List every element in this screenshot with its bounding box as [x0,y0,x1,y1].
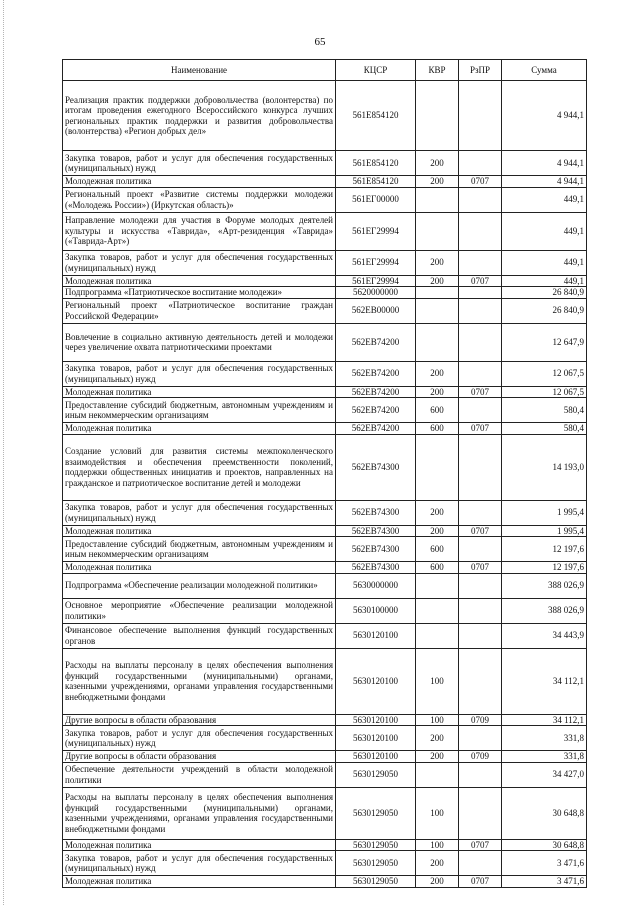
cell-sum: 26 840,9 [502,298,587,323]
table-row [63,537,587,562]
cell-name: Подпрограмма «Обеспечение реализации молодежной политики» [63,573,336,598]
cell-kvr: 200 [416,726,459,751]
cell-rzpr [459,151,502,176]
cell-sum: 449,1 [502,275,587,287]
cell-kvr [416,598,459,623]
cell-kvr: 200 [416,361,459,386]
cell-sum: 3 471,6 [502,851,587,876]
cell-kvr [416,212,459,250]
cell-name: Другие вопросы в области образования [63,714,336,726]
cell-rzpr [459,648,502,714]
cell-sum: 388 026,9 [502,598,587,623]
cell-sum: 30 648,8 [502,839,587,851]
cell-sum: 1 995,4 [502,500,587,525]
cell-kcsr: 562ЕВ74300 [336,434,416,500]
cell-kcsr: 5630129050 [336,876,416,888]
header-kcsr: КЦСР [336,60,416,81]
cell-sum: 4 944,1 [502,81,587,151]
cell-sum: 12 067,5 [502,386,587,398]
table-row [63,298,587,323]
table-row [63,250,587,275]
cell-sum: 34 112,1 [502,714,587,726]
cell-kvr: 600 [416,562,459,574]
cell-name: Молодежная политика [63,176,336,188]
cell-rzpr: 0707 [459,275,502,287]
cell-kvr: 200 [416,250,459,275]
cell-rzpr [459,787,502,839]
cell-kvr: 600 [416,537,459,562]
cell-kvr [416,287,459,299]
page-number: 65 [314,36,326,48]
cell-kvr [416,573,459,598]
cell-sum: 580,4 [502,398,587,423]
cell-rzpr [459,500,502,525]
cell-name: Молодежная политика [63,275,336,287]
cell-name: Закупка товаров, работ и услуг для обеспечения государственных (муниципальных) нужд [63,250,336,275]
cell-name: Финансовое обеспечение выполнения функций государственных органов [63,623,336,648]
cell-kcsr: 562ЕВ00000 [336,298,416,323]
cell-kvr: 200 [416,876,459,888]
cell-name: Молодежная политика [63,562,336,574]
cell-kcsr: 5630120100 [336,648,416,714]
cell-kcsr: 562ЕВ74200 [336,386,416,398]
header-sum: Сумма [502,60,587,81]
cell-name: Расходы на выплаты персоналу в целях обеспечения выполнения функций государственными (муниципальными) органами, казенными учреждениями, органами управления государственными внебюджетными фондами [63,787,336,839]
table-row [63,839,587,851]
cell-name: Молодежная политика [63,525,336,537]
table-row [63,648,587,714]
cell-name: Региональный проект «Развитие системы поддержки молодежи («Молодежь России») (Иркутская область)» [63,187,336,212]
cell-kvr: 200 [416,751,459,763]
cell-name: Подпрограмма «Патриотическое воспитание молодежи» [63,287,336,299]
cell-sum: 34 427,0 [502,762,587,787]
cell-name: Молодежная политика [63,876,336,888]
cell-rzpr [459,81,502,151]
cell-kcsr: 561ЕГ29994 [336,275,416,287]
cell-kvr: 600 [416,398,459,423]
cell-kvr [416,298,459,323]
table-row [63,562,587,574]
table-row [63,287,587,299]
table-row [63,361,587,386]
cell-name: Закупка товаров, работ и услуг для обеспечения государственных (муниципальных) нужд [63,851,336,876]
header-rzpr: РзПР [459,60,502,81]
cell-rzpr [459,361,502,386]
table-row [63,714,587,726]
cell-sum: 12 067,5 [502,361,587,386]
cell-rzpr [459,726,502,751]
cell-kcsr: 562ЕВ74300 [336,562,416,574]
cell-sum: 331,8 [502,751,587,763]
cell-sum: 449,1 [502,250,587,275]
cell-kcsr: 561ЕГ29994 [336,212,416,250]
table-header [63,60,587,81]
cell-kcsr: 562ЕВ74200 [336,423,416,435]
cell-kcsr: 562ЕВ74200 [336,323,416,361]
table-row [63,598,587,623]
cell-rzpr: 0707 [459,562,502,574]
table-row [63,500,587,525]
cell-rzpr [459,598,502,623]
cell-rzpr [459,398,502,423]
cell-rzpr [459,762,502,787]
cell-rzpr [459,537,502,562]
cell-sum: 331,8 [502,726,587,751]
table-row [63,876,587,888]
cell-rzpr [459,298,502,323]
cell-sum: 12 647,9 [502,323,587,361]
table-row [63,525,587,537]
table-row [63,187,587,212]
cell-sum: 3 471,6 [502,876,587,888]
cell-kcsr: 561ЕГ00000 [336,187,416,212]
cell-rzpr [459,623,502,648]
cell-kvr: 200 [416,851,459,876]
cell-kvr: 100 [416,714,459,726]
cell-kcsr: 562ЕВ74200 [336,398,416,423]
table-row [63,398,587,423]
cell-name: Закупка товаров, работ и услуг для обеспечения государственных (муниципальных) нужд [63,361,336,386]
cell-rzpr [459,573,502,598]
table-row [63,762,587,787]
cell-kcsr: 562ЕВ74300 [336,537,416,562]
cell-name: Основное мероприятие «Обеспечение реализации молодежной политики» [63,598,336,623]
cell-kcsr: 5630000000 [336,573,416,598]
cell-kvr: 100 [416,787,459,839]
table-body [63,81,587,888]
cell-name: Закупка товаров, работ и услуг для обеспечения государственных (муниципальных) нужд [63,151,336,176]
cell-kcsr: 561Е854120 [336,81,416,151]
cell-kcsr: 562ЕВ74200 [336,361,416,386]
cell-kvr: 200 [416,275,459,287]
cell-kcsr: 561ЕГ29994 [336,250,416,275]
cell-rzpr: 0707 [459,525,502,537]
cell-rzpr: 0707 [459,839,502,851]
cell-sum: 12 197,6 [502,537,587,562]
cell-sum: 449,1 [502,187,587,212]
budget-table [62,59,587,888]
cell-name: Предоставление субсидий бюджетным, автономным учреждениям и иным некоммерческим организациям [63,537,336,562]
header-kvr: КВР [416,60,459,81]
cell-rzpr [459,323,502,361]
cell-kvr: 200 [416,176,459,188]
cell-name: Обеспечение деятельности учреждений в области молодежной политики [63,762,336,787]
cell-sum: 1 995,4 [502,525,587,537]
cell-sum: 580,4 [502,423,587,435]
cell-name: Молодежная политика [63,839,336,851]
cell-kvr: 100 [416,648,459,714]
cell-kcsr: 5630129050 [336,762,416,787]
cell-rzpr: 0709 [459,714,502,726]
table-row [63,434,587,500]
cell-kvr [416,81,459,151]
cell-kvr: 200 [416,525,459,537]
cell-name: Региональный проект «Патриотическое воспитание граждан Российской Федерации» [63,298,336,323]
cell-rzpr: 0709 [459,751,502,763]
table-row [63,323,587,361]
cell-kcsr: 5630100000 [336,598,416,623]
cell-sum: 34 443,9 [502,623,587,648]
cell-kcsr: 5630120100 [336,623,416,648]
scan-margin [3,0,6,905]
cell-kcsr: 561Е854120 [336,176,416,188]
cell-rzpr: 0707 [459,423,502,435]
cell-kcsr: 5630129050 [336,839,416,851]
cell-kcsr: 5630129050 [336,851,416,876]
table-row [63,623,587,648]
cell-name: Другие вопросы в области образования [63,751,336,763]
cell-rzpr [459,250,502,275]
cell-rzpr [459,212,502,250]
cell-name: Закупка товаров, работ и услуг для обеспечения государственных (муниципальных) нужд [63,726,336,751]
cell-kcsr: 5620000000 [336,287,416,299]
cell-kvr [416,434,459,500]
cell-rzpr: 0707 [459,386,502,398]
table-row [63,751,587,763]
table-row [63,851,587,876]
cell-rzpr [459,287,502,299]
cell-kvr: 200 [416,386,459,398]
cell-name: Расходы на выплаты персоналу в целях обеспечения выполнения функций государственными (муниципальными) органами, казенными учреждениями, органами управления государственными внебюджетными фондами [63,648,336,714]
cell-sum: 449,1 [502,212,587,250]
cell-name: Создание условий для развития системы межпоколенческого взаимодействия и обеспечения преемственности поколений, поддержки общественных инициатив и проектов, направленных на гражданское и патриотическое воспитание детей и молодежи [63,434,336,500]
cell-kvr: 200 [416,151,459,176]
table-row [63,423,587,435]
cell-kcsr: 5630120100 [336,751,416,763]
cell-sum: 4 944,1 [502,176,587,188]
cell-sum: 388 026,9 [502,573,587,598]
cell-name: Направление молодежи для участия в Форуме молодых деятелей культуры и искусства «Таврида», «Арт-резиденция «Таврида» («Таврида-Арт») [63,212,336,250]
cell-kvr [416,187,459,212]
cell-kcsr: 5630129050 [336,787,416,839]
cell-sum: 26 840,9 [502,287,587,299]
cell-kvr [416,762,459,787]
cell-rzpr [459,434,502,500]
cell-rzpr [459,187,502,212]
table-row [63,151,587,176]
cell-kvr [416,623,459,648]
table-row [63,212,587,250]
cell-kvr [416,323,459,361]
cell-sum: 4 944,1 [502,151,587,176]
cell-sum: 14 193,0 [502,434,587,500]
cell-sum: 30 648,8 [502,787,587,839]
cell-kcsr: 562ЕВ74300 [336,500,416,525]
cell-kcsr: 5630120100 [336,714,416,726]
table-row [63,386,587,398]
cell-sum: 34 112,1 [502,648,587,714]
cell-kcsr: 561Е854120 [336,151,416,176]
table-row [63,787,587,839]
cell-rzpr: 0707 [459,176,502,188]
cell-name: Закупка товаров, работ и услуг для обеспечения государственных (муниципальных) нужд [63,500,336,525]
cell-sum: 12 197,6 [502,562,587,574]
table-row [63,275,587,287]
header-name: Наименование [63,60,336,81]
cell-name: Вовлечение в социально активную деятельность детей и молодежи через увеличение охвата патриотическими проектами [63,323,336,361]
header-row [63,60,587,81]
cell-kvr: 200 [416,500,459,525]
cell-kvr: 600 [416,423,459,435]
cell-kcsr: 562ЕВ74300 [336,525,416,537]
table-row [63,726,587,751]
cell-name: Молодежная политика [63,423,336,435]
table-row [63,176,587,188]
cell-name: Предоставление субсидий бюджетным, автономным учреждениям и иным некоммерческим организациям [63,398,336,423]
cell-kvr: 100 [416,839,459,851]
cell-rzpr [459,851,502,876]
table-row [63,573,587,598]
table-row [63,81,587,151]
cell-name: Молодежная политика [63,386,336,398]
cell-kcsr: 5630120100 [336,726,416,751]
cell-rzpr: 0707 [459,876,502,888]
cell-name: Реализация практик поддержки добровольчества (волонтерства) по итогам проведения ежегодного Всероссийского конкурса лучших региональных практик поддержки и развития добровольчества (волонтерства) «Регион добрых дел» [63,81,336,151]
